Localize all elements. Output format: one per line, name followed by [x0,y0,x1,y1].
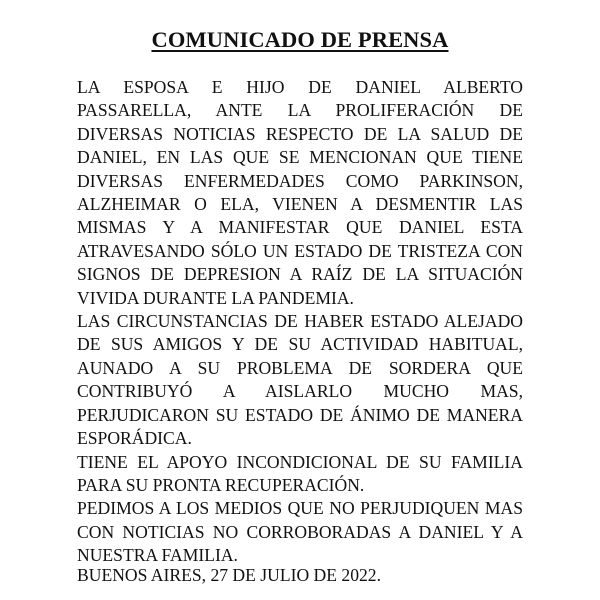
paragraph-media-request: PEDIMOS A LOS MEDIOS QUE NO PERJUDIQUEN MAS CON NOTICIAS NO CORROBORADAS A DANIEL Y A NUESTRA FAMILIA. [77,498,523,566]
document-title: COMUNICADO DE PRENSA [151,27,449,52]
document-body [77,76,523,568]
paragraph-circumstances: LAS CIRCUNSTANCIAS DE HABER ESTADO ALEJADO DE SUS AMIGOS Y DE SU ACTIVIDAD HABITUAL, AUNADO A SU PROBLEMA DE SORDERA QUE CONTRIBUYÓ A AISLARLO MUCHO MAS, PERJUDICARON SU ESTADO DE ÁNIMO DE MANERA ESPORÁDICA. [77,311,523,449]
paragraph-family-statement: LA ESPOSA E HIJO DE DANIEL ALBERTO PASSARELLA, ANTE LA PROLIFERACIÓN DE DIVERSAS NOTICIAS RESPECTO DE LA SALUD DE DANIEL, EN LAS QUE SE MENCIONAN QUE TIENE DIVERSAS ENFERMEDADES COMO PARKINSON, ALZHEIMAR O ELA, VIENEN A DESMENTIR LAS MISMAS Y A MANIFESTAR QUE DANIEL ESTA ATRAVESANDO SÓLO UN ESTADO DE TRISTEZA CON SIGNOS DE DEPRESION A RAÍZ DE LA SITUACIÓN VIVIDA DURANTE LA PANDEMIA. [77,77,523,308]
place-and-date: BUENOS AIRES, 27 DE JULIO DE 2022. [77,565,381,585]
paragraph-family-support: TIENE EL APOYO INCONDICIONAL DE SU FAMILIA PARA SU PRONTA RECUPERACIÓN. [77,451,523,495]
